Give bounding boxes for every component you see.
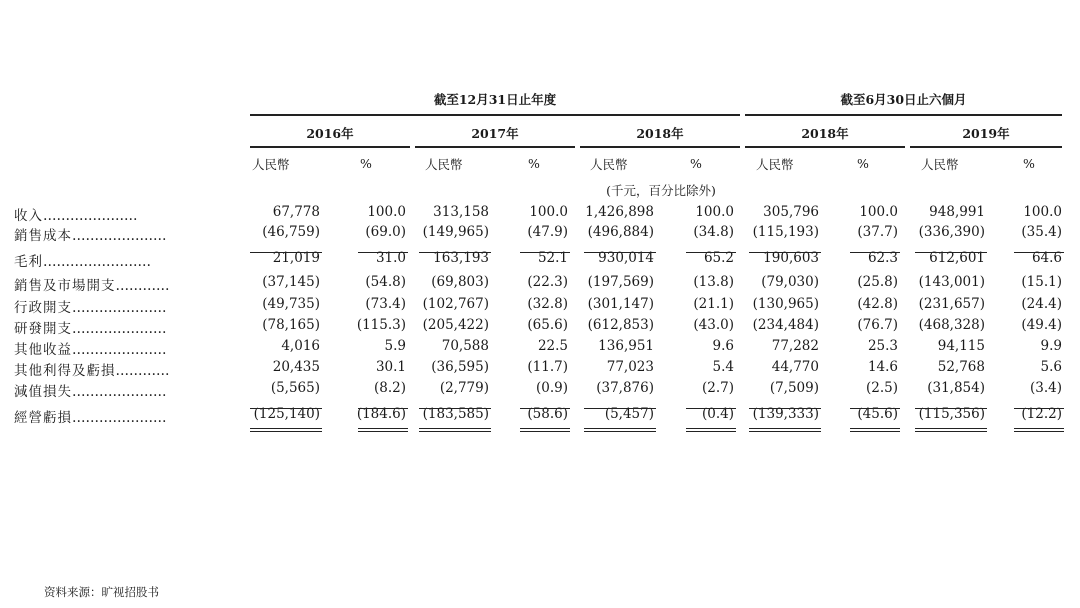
subtotal-rule xyxy=(358,252,408,253)
row-label-text: 銷售成本 xyxy=(14,228,72,244)
row-dot-leader: ………………… xyxy=(72,300,167,316)
percent-cell: (49.4) xyxy=(1021,317,1062,333)
percent-cell: (58.6) xyxy=(527,406,568,422)
period-header: 截至6月30日止六個月 xyxy=(840,92,967,107)
percent-unit-label: % xyxy=(690,156,702,171)
amount-cell: (115,356) xyxy=(918,406,985,422)
percent-cell: (13.8) xyxy=(693,274,734,290)
year-rule xyxy=(250,146,410,148)
total-double-rule xyxy=(584,431,656,432)
row-label-text: 其他利得及虧損 xyxy=(14,363,116,379)
percent-cell: (0.4) xyxy=(701,406,734,422)
percent-cell: (2.7) xyxy=(701,380,734,396)
subtotal-rule xyxy=(1014,252,1064,253)
row-label-operating-loss xyxy=(14,406,167,426)
row-label-gross-profit xyxy=(14,250,151,270)
row-dot-leader: ………………… xyxy=(72,342,167,358)
subtotal-rule xyxy=(250,408,322,409)
amount-cell: (301,147) xyxy=(587,296,654,312)
percent-cell: (69.0) xyxy=(365,224,406,240)
total-double-rule xyxy=(1014,428,1064,429)
row-label-other-income xyxy=(14,338,167,358)
subtotal-rule xyxy=(419,408,491,409)
amount-cell: (197,569) xyxy=(587,274,654,290)
row-label-text: 研發開支 xyxy=(14,321,72,337)
amount-cell: (49,735) xyxy=(262,296,320,312)
percent-cell: 31.0 xyxy=(375,250,406,266)
period-header: 截至12月31日止年度 xyxy=(433,92,557,107)
row-label-text: 行政開支 xyxy=(14,300,72,316)
row-dot-leader: ………………… xyxy=(72,228,167,244)
percent-cell: 100.0 xyxy=(529,204,568,220)
year-header: 2019年 xyxy=(962,126,1010,141)
amount-cell: 313,158 xyxy=(433,204,489,220)
percent-cell: 5.6 xyxy=(1040,359,1062,375)
currency-unit-label: 人民幣 xyxy=(921,157,959,172)
percent-cell: (115.3) xyxy=(356,317,406,333)
subtotal-rule xyxy=(686,252,736,253)
amount-cell: (149,965) xyxy=(422,224,489,240)
year-rule xyxy=(745,146,905,148)
percent-cell: 25.3 xyxy=(867,338,898,354)
amount-cell: 930,014 xyxy=(598,250,654,266)
amount-cell: 70,588 xyxy=(441,338,489,354)
row-dot-leader: ………………… xyxy=(72,384,167,400)
row-dot-leader: ………………… xyxy=(72,410,167,426)
amount-cell: 94,115 xyxy=(937,338,985,354)
row-label-text: 收入 xyxy=(14,208,43,224)
percent-cell: 100.0 xyxy=(367,204,406,220)
percent-cell: (8.2) xyxy=(373,380,406,396)
row-label-text: 減值損失 xyxy=(14,384,72,400)
subtotal-rule xyxy=(749,408,821,409)
amount-cell: (234,484) xyxy=(752,317,819,333)
percent-unit-label: % xyxy=(360,156,372,171)
amount-cell: 612,601 xyxy=(929,250,985,266)
subtotal-rule xyxy=(686,408,736,409)
year-rule xyxy=(910,146,1062,148)
subtotal-rule xyxy=(584,408,656,409)
percent-cell: (76.7) xyxy=(857,317,898,333)
amount-cell: (31,854) xyxy=(927,380,985,396)
row-label-rnd-expenses xyxy=(14,317,167,337)
percent-cell: (34.8) xyxy=(693,224,734,240)
row-label-impairment-losses xyxy=(14,380,167,400)
total-double-rule xyxy=(358,431,408,432)
amount-cell: 77,023 xyxy=(606,359,654,375)
percent-cell: 62.3 xyxy=(867,250,898,266)
total-double-rule xyxy=(915,431,987,432)
percent-cell: (43.0) xyxy=(693,317,734,333)
amount-cell: (5,565) xyxy=(270,380,320,396)
percent-cell: (42.8) xyxy=(857,296,898,312)
subtotal-rule xyxy=(850,408,900,409)
percent-cell: (21.1) xyxy=(693,296,734,312)
percent-cell: (25.8) xyxy=(857,274,898,290)
row-label-text: 銷售及市場開支 xyxy=(14,278,116,294)
subtotal-rule xyxy=(1014,408,1064,409)
amount-cell: (115,193) xyxy=(752,224,819,240)
amount-cell: 305,796 xyxy=(763,204,819,220)
row-dot-leader: ………………… xyxy=(72,321,167,337)
amount-cell: (37,145) xyxy=(262,274,320,290)
amount-cell: (205,422) xyxy=(422,317,489,333)
percent-cell: (2.5) xyxy=(865,380,898,396)
row-dot-leader: ………… xyxy=(115,278,170,294)
total-double-rule xyxy=(358,428,408,429)
amount-cell: 1,426,898 xyxy=(585,204,654,220)
percent-unit-label: % xyxy=(1023,156,1035,171)
subtotal-rule xyxy=(520,252,570,253)
subtotal-rule xyxy=(749,252,821,253)
subtotal-rule xyxy=(250,252,322,253)
percent-cell: 100.0 xyxy=(695,204,734,220)
source-note: 资料来源：旷视招股书 xyxy=(44,585,159,599)
percent-cell: 5.4 xyxy=(712,359,734,375)
subtotal-rule xyxy=(520,408,570,409)
amount-cell: (231,657) xyxy=(918,296,985,312)
amount-cell: (336,390) xyxy=(918,224,985,240)
amount-cell: (143,001) xyxy=(918,274,985,290)
period-rule xyxy=(745,114,1062,116)
amount-cell: (78,165) xyxy=(262,317,320,333)
percent-cell: (11.7) xyxy=(527,359,568,375)
row-label-selling-marketing-expenses xyxy=(14,274,170,294)
total-double-rule xyxy=(520,428,570,429)
amount-cell: 77,282 xyxy=(771,338,819,354)
subtotal-rule xyxy=(915,408,987,409)
percent-unit-label: % xyxy=(528,156,540,171)
amount-cell: (130,965) xyxy=(752,296,819,312)
percent-cell: 65.2 xyxy=(703,250,734,266)
total-double-rule xyxy=(850,428,900,429)
total-double-rule xyxy=(419,431,491,432)
year-rule xyxy=(580,146,740,148)
percent-cell: 100.0 xyxy=(1023,204,1062,220)
percent-cell: (73.4) xyxy=(365,296,406,312)
total-double-rule xyxy=(1014,431,1064,432)
amount-cell: 20,435 xyxy=(272,359,320,375)
currency-unit-label: 人民幣 xyxy=(252,157,290,172)
amount-cell: (7,509) xyxy=(769,380,819,396)
total-double-rule xyxy=(749,431,821,432)
percent-cell: (22.3) xyxy=(527,274,568,290)
percent-cell: 64.6 xyxy=(1031,250,1062,266)
amount-cell: (125,140) xyxy=(253,406,320,422)
amount-cell: 948,991 xyxy=(929,204,985,220)
amount-cell: (79,030) xyxy=(761,274,819,290)
subtotal-rule xyxy=(419,252,491,253)
percent-cell: 9.6 xyxy=(712,338,734,354)
row-dot-leader: ………… xyxy=(115,363,170,379)
amount-cell: (37,876) xyxy=(596,380,654,396)
year-header: 2018年 xyxy=(636,126,684,141)
row-label-admin-expenses xyxy=(14,296,167,316)
percent-unit-label: % xyxy=(857,156,869,171)
amount-cell: 163,193 xyxy=(433,250,489,266)
currency-unit-label: 人民幣 xyxy=(590,157,628,172)
row-label-text: 經營虧損 xyxy=(14,410,72,426)
year-header: 2018年 xyxy=(801,126,849,141)
currency-unit-label: 人民幣 xyxy=(756,157,794,172)
total-double-rule xyxy=(850,431,900,432)
amount-cell: (612,853) xyxy=(587,317,654,333)
amount-cell: (2,779) xyxy=(439,380,489,396)
percent-cell: (65.6) xyxy=(527,317,568,333)
total-double-rule xyxy=(419,428,491,429)
total-double-rule xyxy=(584,428,656,429)
subtotal-rule xyxy=(915,252,987,253)
amount-cell: 67,778 xyxy=(272,204,320,220)
amount-cell: (102,767) xyxy=(422,296,489,312)
row-label-revenue xyxy=(14,204,138,224)
amount-cell: (5,457) xyxy=(604,406,654,422)
period-rule xyxy=(250,114,740,116)
total-double-rule xyxy=(520,431,570,432)
amount-cell: 21,019 xyxy=(272,250,320,266)
row-dot-leader: …………………… xyxy=(43,254,151,270)
amount-cell: (69,803) xyxy=(431,274,489,290)
percent-cell: (35.4) xyxy=(1021,224,1062,240)
percent-cell: 22.5 xyxy=(537,338,568,354)
percent-cell: (24.4) xyxy=(1021,296,1062,312)
percent-cell: 14.6 xyxy=(867,359,898,375)
percent-cell: (54.8) xyxy=(365,274,406,290)
row-label-text: 其他收益 xyxy=(14,342,72,358)
row-label-text: 毛利 xyxy=(14,254,43,270)
currency-unit-label: 人民幣 xyxy=(425,157,463,172)
percent-cell: 9.9 xyxy=(1040,338,1062,354)
total-double-rule xyxy=(749,428,821,429)
amount-cell: 136,951 xyxy=(598,338,654,354)
percent-cell: 100.0 xyxy=(859,204,898,220)
percent-cell: (12.2) xyxy=(1021,406,1062,422)
total-double-rule xyxy=(915,428,987,429)
year-header: 2016年 xyxy=(306,126,354,141)
row-label-cost-of-sales xyxy=(14,224,167,244)
amount-cell: (496,884) xyxy=(587,224,654,240)
total-double-rule xyxy=(686,431,736,432)
total-double-rule xyxy=(686,428,736,429)
percent-cell: (0.9) xyxy=(535,380,568,396)
percent-cell: (184.6) xyxy=(356,406,406,422)
percent-cell: (3.4) xyxy=(1029,380,1062,396)
year-rule xyxy=(415,146,575,148)
amount-cell: 52,768 xyxy=(937,359,985,375)
percent-cell: (45.6) xyxy=(857,406,898,422)
percent-cell: (47.9) xyxy=(527,224,568,240)
row-label-other-gains-losses xyxy=(14,359,170,379)
amount-cell: 190,603 xyxy=(763,250,819,266)
total-double-rule xyxy=(250,431,322,432)
amount-cell: 4,016 xyxy=(281,338,320,354)
percent-cell: 52.1 xyxy=(537,250,568,266)
total-double-rule xyxy=(250,428,322,429)
amount-cell: (139,333) xyxy=(752,406,819,422)
amount-cell: (183,585) xyxy=(422,406,489,422)
subtotal-rule xyxy=(850,252,900,253)
subtotal-rule xyxy=(358,408,408,409)
amount-cell: (468,328) xyxy=(918,317,985,333)
amount-cell: (36,595) xyxy=(431,359,489,375)
year-header: 2017年 xyxy=(471,126,519,141)
percent-cell: (37.7) xyxy=(857,224,898,240)
percent-cell: 5.9 xyxy=(384,338,406,354)
percent-cell: (32.8) xyxy=(527,296,568,312)
amount-cell: (46,759) xyxy=(262,224,320,240)
percent-cell: (15.1) xyxy=(1021,274,1062,290)
unit-note: (千元，百分比除外) xyxy=(606,183,716,198)
row-dot-leader: ………………… xyxy=(43,208,138,224)
percent-cell: 30.1 xyxy=(375,359,406,375)
amount-cell: 44,770 xyxy=(771,359,819,375)
subtotal-rule xyxy=(584,252,656,253)
